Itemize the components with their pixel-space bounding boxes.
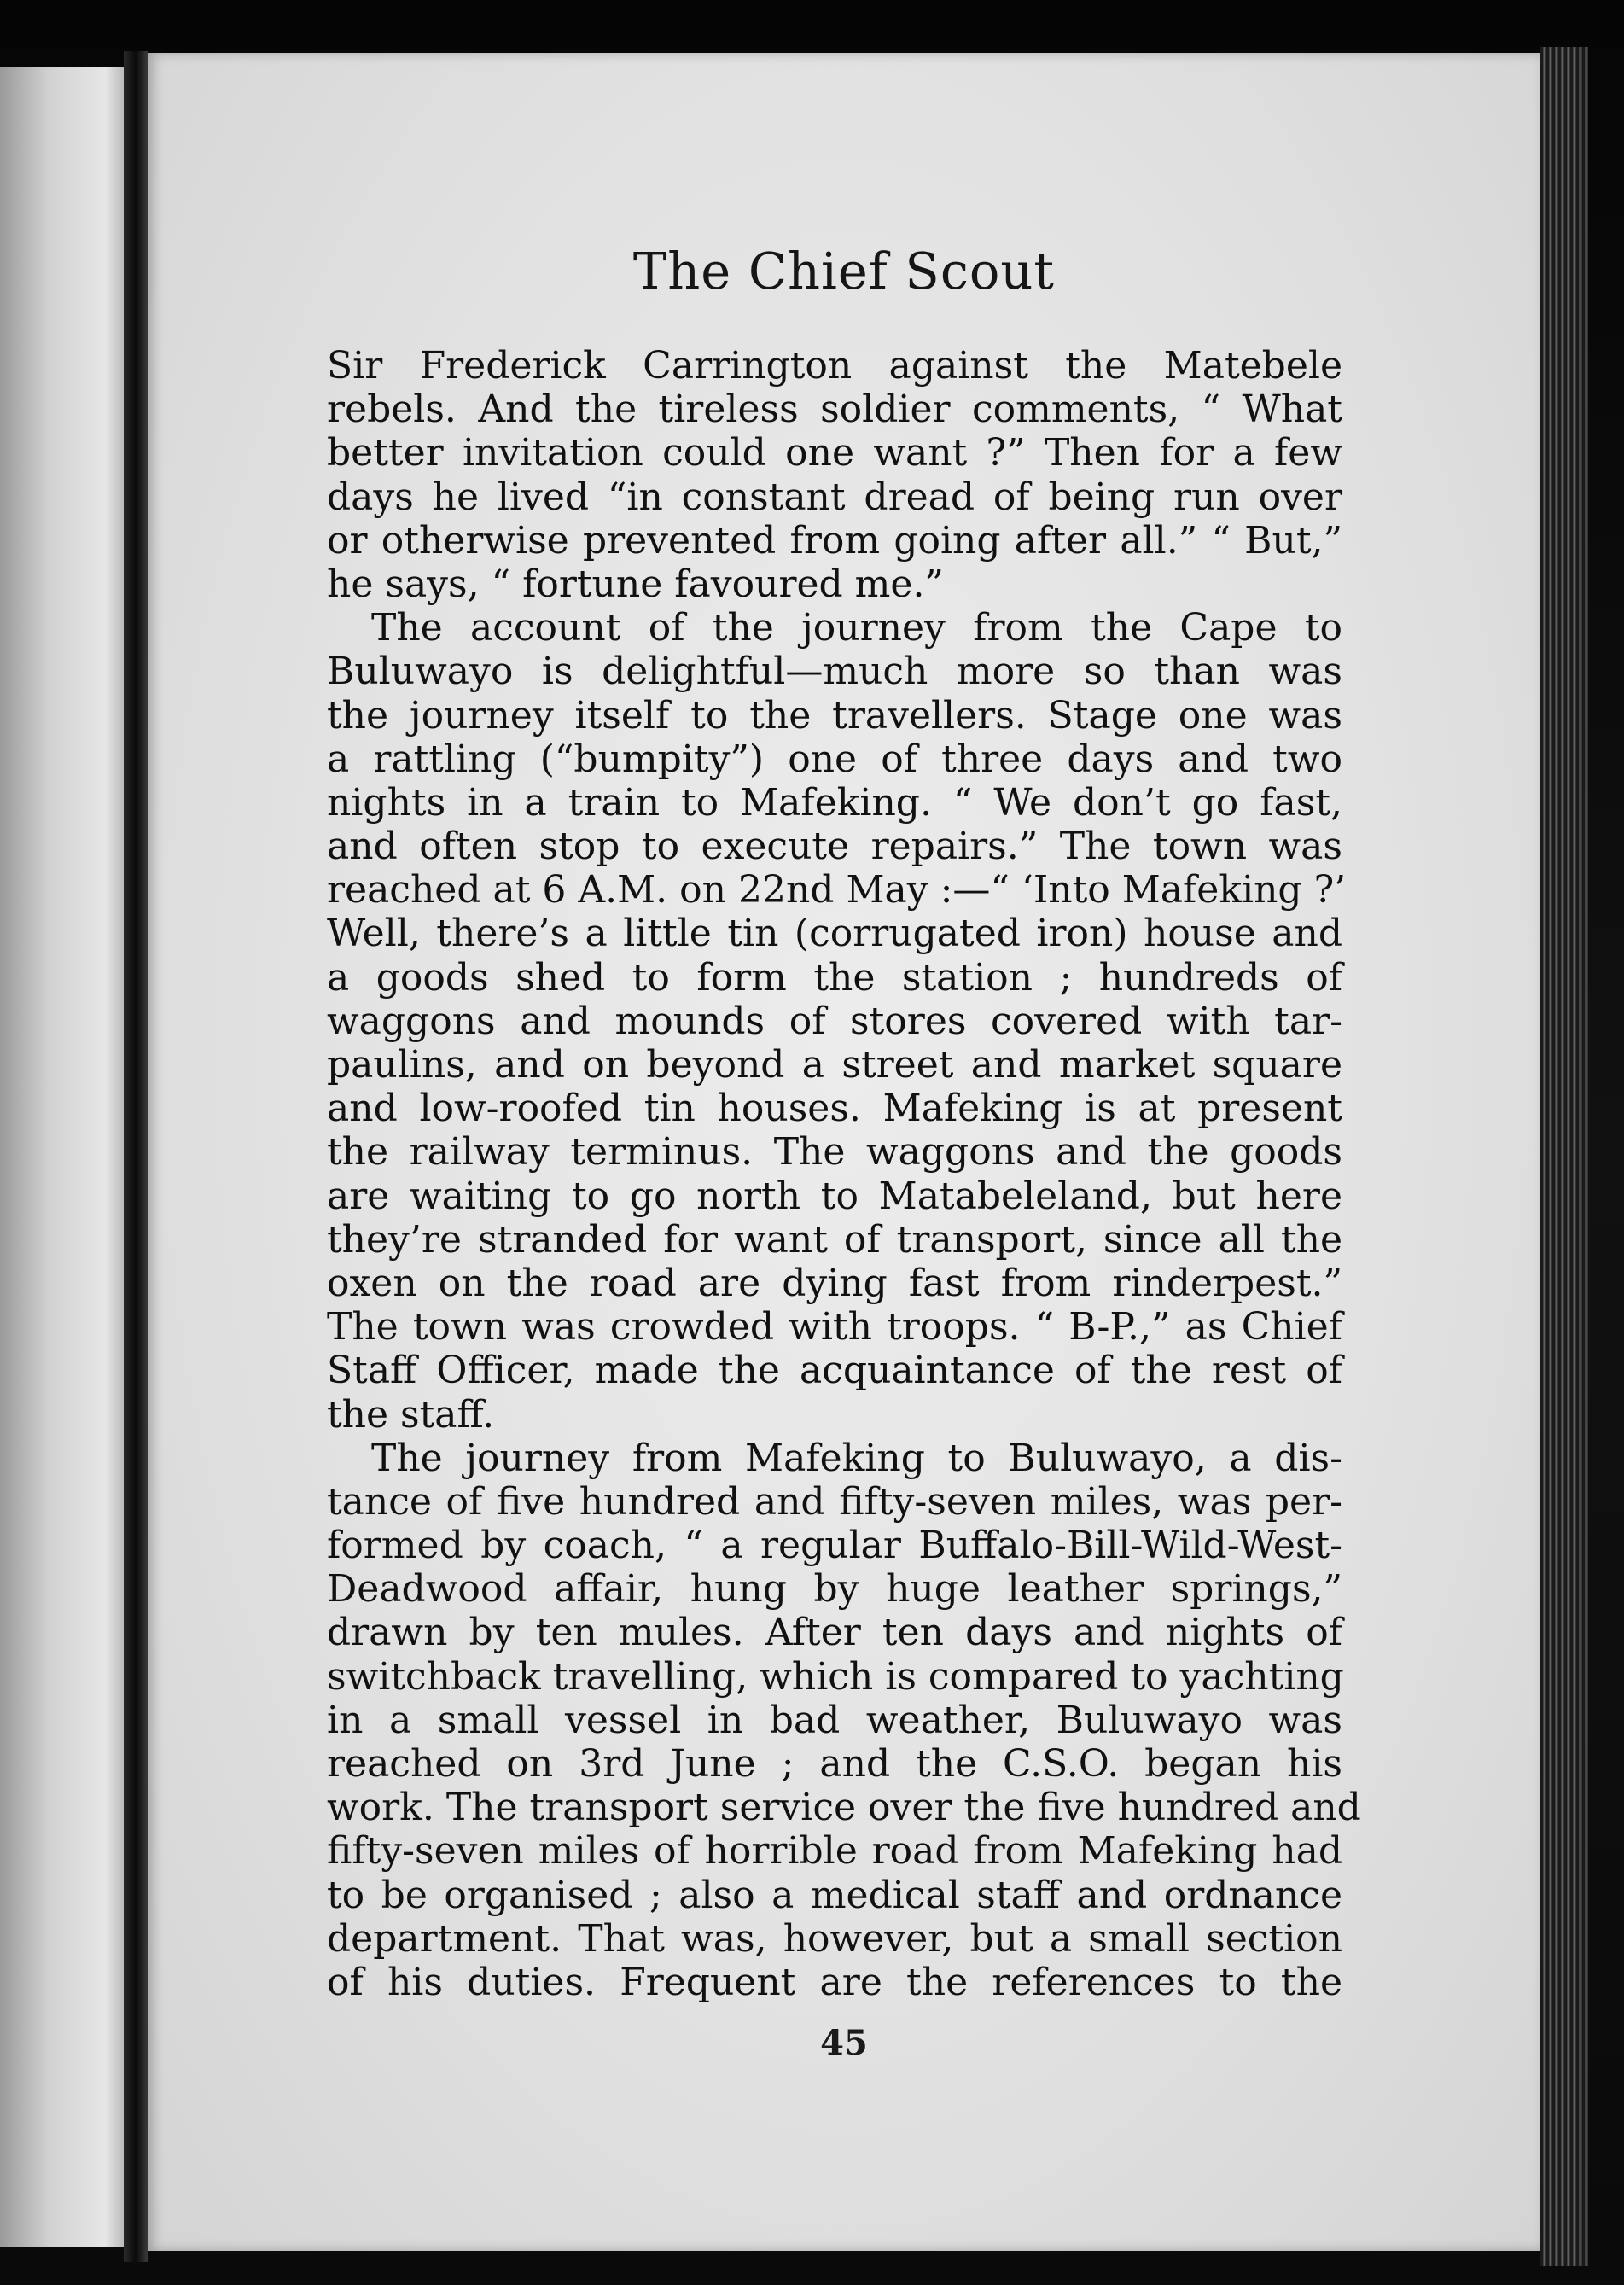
text-line: are waiting to go north to Matabeleland, but here [327, 1174, 1342, 1218]
text-line: in a small vessel in bad weather, Buluwayo was [327, 1698, 1342, 1742]
text-line: Deadwood affair, hung by huge leather springs,” [327, 1567, 1342, 1612]
text-line: the staff. [327, 1392, 495, 1437]
text-line: work. The transport service over the five hundred and [327, 1786, 1361, 1830]
text-line: The account of the journey from the Cape to [371, 606, 1342, 650]
body-text [327, 344, 1361, 2004]
text-line: Staff Officer, made the acquaintance of the rest of [327, 1349, 1342, 1393]
text-line: to be organised ; also a medical staff and ordnance [327, 1873, 1342, 1917]
text-line: formed by coach, “ a regular Buffalo-Bill-Wild-West- [327, 1524, 1342, 1568]
text-line: Buluwayo is delightful—much more so than was [327, 650, 1342, 694]
text-line: waggons and mounds of stores covered with tar- [327, 999, 1342, 1043]
text-line: and low-roofed tin houses. Mafeking is at present [327, 1087, 1342, 1131]
text-line: Well, there’s a little tin (corrugated iron) house and [327, 912, 1342, 956]
text-line: he says, “ fortune favoured me.” [327, 562, 944, 606]
text-line: of his duties. Frequent are the references to the [327, 1960, 1342, 2004]
page-number: 45 [820, 2023, 868, 2063]
text-line: drawn by ten mules. After ten days and nights of [327, 1611, 1342, 1655]
text-line: nights in a train to Mafeking. “ We don’t go fast, [327, 780, 1342, 825]
text-line: the railway terminus. The waggons and the goods [327, 1130, 1342, 1175]
text-line: reached at 6 A.M. on 22nd May :—“ ‘Into Mafeking ?’ [327, 868, 1347, 912]
text-line: tance of five hundred and fifty-seven miles, was per- [327, 1479, 1342, 1524]
text-line: the journey itself to the travellers. Stage one was [327, 693, 1342, 737]
text-line: switchback travelling, which is compared to yachting [327, 1654, 1344, 1699]
running-header: The Chief Scout [632, 242, 1056, 300]
text-line: rebels. And the tireless soldier comments, “ What [327, 388, 1342, 432]
book-spine-gutter [124, 51, 148, 2262]
text-line: better invitation could one want ?” Then for a few [327, 431, 1342, 475]
text-line: The town was crowded with troops. “ B-P.,” as Chief [327, 1305, 1342, 1349]
text-line: and often stop to execute repairs.” The town was [327, 825, 1342, 869]
text-line: paulins, and on beyond a street and market square [327, 1043, 1342, 1087]
text-line: oxen on the road are dying fast from rinderpest.” [327, 1261, 1342, 1305]
text-line: department. That was, however, but a small section [327, 1916, 1342, 1961]
previous-page-edge [0, 67, 124, 2247]
text-line: a goods shed to form the station ; hundreds of [327, 955, 1342, 1000]
text-line: a rattling (“bumpity”) one of three days and two [327, 737, 1342, 781]
right-page-edges [1540, 47, 1588, 2266]
text-line: or otherwise prevented from going after all.” “ But,” [327, 518, 1342, 563]
text-line: Sir Frederick Carrington against the Matebele [327, 344, 1342, 388]
text-line: days he lived “in constant dread of being run over [327, 475, 1342, 519]
text-line: reached on 3rd June ; and the C.S.O. began his [327, 1742, 1342, 1786]
text-line: fifty-seven miles of horrible road from Mafeking had [327, 1829, 1342, 1874]
text-line: they’re stranded for want of transport, since all the [327, 1217, 1342, 1262]
text-line: The journey from Mafeking to Buluwayo, a dis- [371, 1436, 1342, 1480]
